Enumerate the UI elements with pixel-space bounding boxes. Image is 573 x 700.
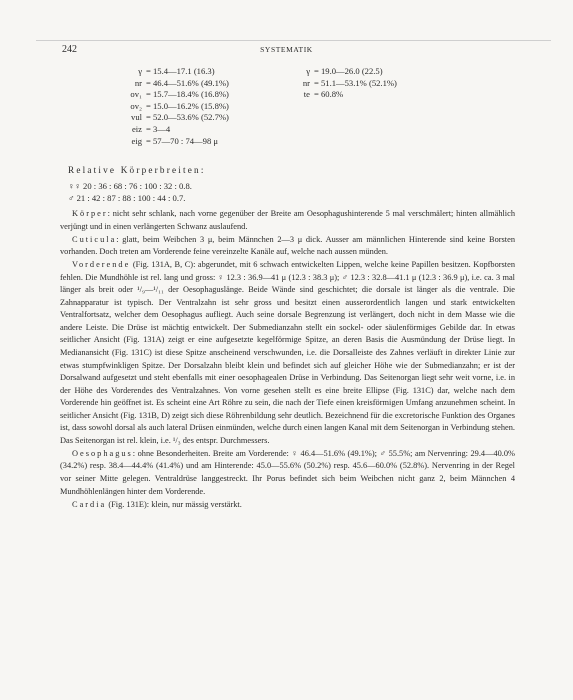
measurement-row <box>70 112 260 124</box>
paragraph-text: (Fig. 131E): klein, nur mässig verstärkt. <box>106 499 242 509</box>
paragraph <box>60 234 515 259</box>
measurement-key: vul <box>131 112 142 123</box>
measurement-key: γ <box>138 66 142 76</box>
measurement-value: = 60.8% <box>314 89 344 100</box>
paragraph <box>60 448 515 498</box>
measurement-row <box>270 89 470 101</box>
measurement-key: γ <box>306 66 310 76</box>
measurement-key: te <box>303 89 310 100</box>
paragraph-text: : glatt, beim Weibchen 3 μ, beim Männchen 2—3 μ dick. Ausser am männlichen Hinterende sind keine Borsten vorhanden. Doch treten am Vorderende feine vereinzelte Kanäle auf, welche nach aussen münden. <box>60 234 515 257</box>
ratio-female: ♀♀ 20 : 36 : 68 : 76 : 100 : 32 : 0.8. <box>68 181 192 191</box>
paragraph-term: Cardia <box>72 499 107 509</box>
measurement-row <box>270 66 470 78</box>
measurement-value: = 19.0—26.0 (22.5) <box>314 66 383 76</box>
running-title: SYSTEMATIK <box>260 45 313 54</box>
measurement-row <box>70 124 260 136</box>
measurement-value: = 15.0—16.2% (15.8%) <box>146 100 229 111</box>
paragraph-text: : ohne Besonderheiten. Breite am Vorderende: ♀ 46.4—51.6% (49.1%); ♂ 55.5%; am Nervenring: 29.4—40.0% (34.2%) resp. 38.4—44.4% (41.4%) und am Hinterende: 45.0—55.6% (50.2%) resp. 45.6—60.0% (52.8%). Nervenring in der Regel vor seiner Mitte gelegen. Ventraldrüse langgestreckt. Ihr Porus befindet sich beim Weibchen nicht ganz 2, beim Männchen 4 Mundhöhlenlängen hinter dem Vorderende. <box>60 448 515 496</box>
paragraph-term: Vorderende <box>72 260 131 270</box>
measurement-row <box>270 78 470 90</box>
relative-widths-heading: Relative Körperbreiten: <box>68 165 206 175</box>
page-header <box>0 44 573 58</box>
measurement-row <box>70 78 260 90</box>
measurement-key: eig <box>131 135 142 146</box>
measurement-value: = 15.7—18.4% (16.8%) <box>146 89 229 100</box>
paragraph <box>60 208 515 233</box>
body-text <box>60 208 515 512</box>
paragraph <box>60 259 515 447</box>
measurement-row <box>70 89 260 101</box>
measurements-female <box>70 66 260 147</box>
measurement-key: nr <box>134 77 142 88</box>
measurement-row <box>70 66 260 78</box>
paragraph-text: (Fig. 131A, B, C): abgerundet, mit 6 schwach entwickelten Lippen, welche keine Papillen besitzen. Kopfborsten fehlen. Die Mundhöhle ist rel. lang und gross: ♀ 12.3 : 36.9—41 μ (12.3 : 38.3 μ); ♂ 12.3 : 32.8—41.1 μ (12.3 : 36.9 μ), i.e. ca. 3 mal länger als breit oder ¹/₉—¹/₁₁ der Oesophaguslänge. Beide Wände sind geschichtet; die dorsale ist länger als die ventrale. Die Zahnapparatur ist typisch. Der Ventralzahn ist sehr gross und besitzt einen ausserordentlich langen und stark entwickelten Ventralfortsatz, welcher dem Oesophagus aufliegt. Auch seine dorsale Begrenzung ist verlängert, doch nicht in dem Masse wie die andere Leiste. Die Drüse ist mächtig entwickelt. Der Submedianzahn stellt ein sockel- oder säulenförmiges Gebilde dar. In etwas seitlicher Ansicht (Fig. 131A) zeigt er eine aufgesetzte kegelförmige Spitze, an deren Basis die Ausmündung der Drüse liegt. In Medianansicht (Fig. 131C) ist diese Spitze anscheinend verschwunden, i.e. die Dorsalleiste des Zahnes verläuft in direkter Linie zur etwas stumpfwinkligen Spitze. Der Dorsalzahn bleibt klein und befindet sich auf gleicher Höhe wie der Submedianzahn; er ist der Dorsalwand aufgesetzt und steht ebenfalls mit einer oesophagealen Drüse in Verbindung. Das Seitenorgan liegt sehr weit vorne, i.e. in der Höhe des Vorderendes des Ventralzahnes. Von vorne gesehen stellt es eine breite Ellipse (Fig. 131C) dar, welche nach dem Vorderende hin geöffnet ist. Es scheint eine Art Röhre zu sein, die nach der Tiefe einen kreisförmigen Umfang anzunehmen scheint. In seitlicher Ansicht (Fig. 131B, D) zeigt sich diese Röhrenbildung sehr deutlich. Bezeichnend für die excretorische Funktion des Organes ist, dass sowohl dorsal als auch lateral Drüsen einmünden, welche durch einen langen Kanal mit dem Seitenorgan in Verbindung stehen. Das Seitenorgan ist rel. klein, i.e. ¹/₃ des entspr. Durchmessers. <box>60 260 515 445</box>
paragraph-term: Cuticula <box>72 234 117 244</box>
page-number: 242 <box>62 44 77 55</box>
measurement-value: = 51.1—53.1% (52.1%) <box>314 77 397 88</box>
measurement-key: eiz <box>131 123 142 134</box>
measurement-row <box>70 101 260 113</box>
measurement-value: = 57—70 : 74—98 μ <box>146 135 218 146</box>
measurement-key: ov₁ <box>130 89 142 100</box>
paragraph <box>60 499 515 512</box>
measurement-value: = 3—4 <box>146 123 171 134</box>
measurements-male <box>270 66 470 101</box>
measurement-value: = 46.4—51.6% (49.1%) <box>146 77 229 88</box>
paragraph-text: : nicht sehr schlank, nach vorne gegenüber der Breite am Oesophagushinterende 5 mal verschmälert; hinten allmählich verjüngt und in einen verlängerten Schwanz auslaufend. <box>60 209 515 231</box>
ratio-male: ♂ 21 : 42 : 87 : 88 : 100 : 44 : 0.7. <box>68 193 186 203</box>
paragraph-term: Oesophagus <box>72 448 133 458</box>
paragraph-term: Körper <box>72 209 108 218</box>
top-rule <box>36 40 551 41</box>
measurement-key: nr <box>302 77 310 88</box>
measurement-key: ov₂ <box>130 100 142 111</box>
measurement-value: = 15.4—17.1 (16.3) <box>146 66 215 76</box>
measurement-value: = 52.0—53.6% (52.7%) <box>146 112 229 123</box>
measurement-row <box>70 136 260 148</box>
